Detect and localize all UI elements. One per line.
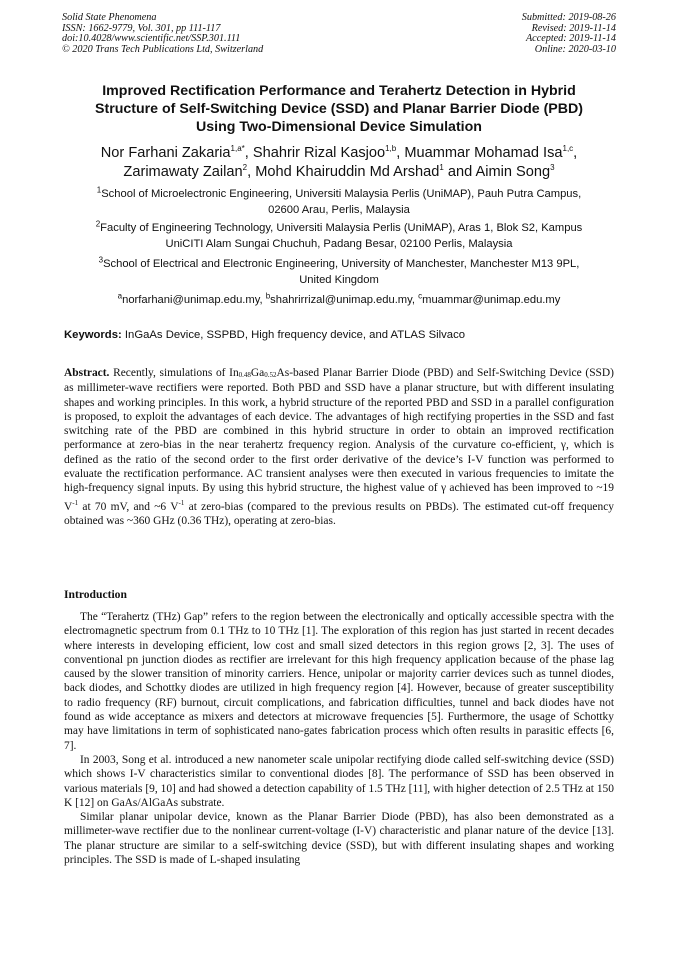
date-online: Online: 2020-03-10 bbox=[534, 43, 616, 55]
introduction-body bbox=[64, 610, 614, 867]
email-marker: c bbox=[418, 291, 423, 301]
author-separator: and bbox=[443, 164, 476, 180]
abstract-text: Ga bbox=[250, 367, 265, 379]
author-affiliation: 1,a* bbox=[230, 144, 245, 154]
paragraph: Similar planar unipolar device, known as the Planar Barrier Diode (PBD), has also been demonstrated as a millimeter-wave rectifier due to the nonlinear current-voltage (I-V) characteristic and planar nature of the device [13]. The planar structure are similar to a self-switching device (SSD), but with different insulating shapes and working principles. The SSD is made of L-shaped insulating bbox=[64, 811, 614, 867]
author-name: Aimin Song bbox=[475, 164, 551, 180]
affiliation-number: 2 bbox=[95, 219, 101, 229]
author-affiliation: 1,b bbox=[385, 144, 397, 154]
affiliation-2 bbox=[60, 221, 618, 252]
affiliation-3 bbox=[60, 257, 618, 288]
email-link[interactable]: shahrirrizal@unimap.edu.my bbox=[270, 294, 412, 306]
email-list: $^a$norfarhani@unimap.edu.my, $^b$shahrirrizal@unimap.edu.my, $^c$muammar@unimap.edu.my bbox=[117, 291, 561, 306]
author-affiliation: 1 bbox=[439, 163, 444, 173]
abstract-text: at 70 mV, and ~6 V bbox=[78, 500, 179, 513]
author-name: Shahrir Rizal Kasjoo bbox=[252, 145, 386, 161]
author-name: Zarimawaty Zailan bbox=[123, 164, 243, 180]
abstract-superscript: -1 bbox=[178, 498, 185, 507]
journal-issn: ISSN: 1662-9779, Vol. 301, pp 111-117 bbox=[62, 22, 221, 34]
title-line: Structure of Self-Switching Device (SSD) and Planar Barrier Diode (PBD) bbox=[95, 101, 583, 117]
abstract-subscript: 0.52 bbox=[264, 371, 277, 379]
affiliation-text: UniCITI Alam Sungai Chuchuh, Padang Besar, 02100 Perlis, Malaysia bbox=[165, 237, 513, 250]
author-separator: , bbox=[244, 145, 253, 161]
author-affiliation: 1,c bbox=[562, 144, 574, 154]
keywords-label: Keywords: bbox=[64, 329, 122, 341]
paragraph: The “Terahertz (THz) Gap” refers to the region between the electronically and optically accessible spectra with the electromagnetic spectrum from 0.1 THz to 10 THz [1]. The exploration of this region has just started in recent decades where interests in developing efficient, low cost and small sized detectors in this region grows [2, 3]. The uses of conventional pn junction diodes as rectifier are irrelevant for this high frequency application because of the phase lag caused by the slower transition of minority carriers. Hence, unipolar or majority carrier devices such as tunnel diodes, back diodes, and Schottky diodes are utilized in high frequency region [4]. However, because of greater susceptibility to radio frequency (RF) burnout, circuit complications, and fabrication difficulties, tunnel and back diodes have not found as wide acceptance as mixers and detectors at microwave frequencies [5]. Furthermore, the usage of Schottky may have limitations in term of sophisticated nano-gates fabrication process which often results in parasitic effects [6, 7]. bbox=[64, 611, 614, 752]
journal-copyright: © 2020 Trans Tech Publications Ltd, Switzerland bbox=[62, 43, 264, 55]
email-link[interactable]: muammar@unimap.edu.my bbox=[422, 294, 561, 306]
date-accepted: Accepted: 2019-11-14 bbox=[525, 33, 616, 45]
title-line: Improved Rectification Performance and Terahertz Detection in Hybrid bbox=[102, 83, 576, 99]
submission-dates bbox=[522, 13, 616, 55]
paper-title bbox=[40, 82, 638, 136]
author-separator: , bbox=[573, 145, 578, 161]
affiliation-1 bbox=[60, 187, 618, 218]
date-submitted: Submitted: 2019-08-26 bbox=[521, 12, 616, 23]
date-revised: Revised: 2019-11-14 bbox=[531, 22, 616, 34]
paragraph: In 2003, Song et al. introduced a new nanometer scale unipolar rectifying diode called self-switching device (SSD) which shows I-V characteristics similar to conventional diodes [8]. The performance of SSD has been observed in various materials [9, 10] and had showed a detection capability of 1.5 THz [11], with higher detection of 2.5 THz at 150 K [12] on GaAs/AlGaAs substrate. bbox=[64, 753, 614, 809]
keywords-text: InGaAs Device, SSPBD, High frequency device, and ATLAS Silvaco bbox=[124, 329, 466, 341]
abstract-text: at zero-bias (compared to the previous results on PBDs). The estimated cut-off frequency obtained was ~360 GHz (0.36 THz), operating at zero-bias. bbox=[64, 500, 614, 527]
abstract-subscript: 0.48 bbox=[238, 371, 251, 379]
section-heading-introduction: Introduction bbox=[64, 588, 127, 601]
author-separator: , bbox=[247, 164, 256, 180]
abstract-text: As-based Planar Barrier Diode (PBD) and Self-Switching Device (SSD) as millimeter-wave rectifiers were reported. Both PBD and SSD have a planar structure, but with different insulating shapes and working principles. In this work, a hybrid structure of the reported PBD and SSD in a parallel configuration is proposed, to exploit the advantages of each device. The advantages of high rectifying properties in the SSD and fast switching rate of the PBD are combined in this hybrid structure in order to obtain an improved rectification performance at zero-bias in the near terahertz frequency region. Analysis of the curvature co-efficient, γ, which is defined as the ratio of the second order to the first order derivative of the device’s I-V function was performed to evaluate the rectification performance. AC transient analyses were then executed in various frequencies to imitate the high-frequency signal inputs. By using this hybrid structure, the highest value of γ achieved has been improved to ~19 V bbox=[64, 367, 614, 513]
affiliation-text: 02600 Arau, Perlis, Malaysia bbox=[268, 203, 410, 216]
abstract-label: Abstract. bbox=[64, 367, 110, 379]
author-name: Muammar Mohamad Isa bbox=[404, 145, 563, 161]
affiliation-text: School of Microelectronic Engineering, Universiti Malaysia Perlis (UniMAP), Pauh Putra Campus, bbox=[101, 188, 582, 200]
email-marker: a bbox=[117, 291, 123, 301]
author-affiliation: 2 bbox=[242, 163, 248, 173]
affiliation-text: United Kingdom bbox=[299, 273, 379, 286]
keywords bbox=[64, 329, 465, 341]
author-list bbox=[40, 144, 638, 182]
author-line bbox=[40, 144, 638, 163]
abstract-text: Recently, simulations of In bbox=[113, 367, 239, 379]
journal-info bbox=[62, 13, 263, 55]
journal-name: Solid State Phenomena bbox=[62, 12, 157, 23]
affiliation-number: 3 bbox=[98, 255, 104, 265]
author-name: Nor Farhani Zakaria bbox=[100, 145, 231, 161]
affiliation-text: Faculty of Engineering Technology, Universiti Malaysia Perlis (UniMAP), Aras 1, Blok S2, Kampus bbox=[100, 222, 583, 234]
email-link[interactable]: norfarhani@unimap.edu.my bbox=[122, 294, 260, 306]
author-affiliation: 3 bbox=[550, 163, 555, 173]
affiliation-text: School of Electrical and Electronic Engineering, University of Manchester, Manchester M13 9PL, bbox=[103, 258, 580, 270]
author-separator: , bbox=[396, 145, 405, 161]
affiliation-number: 1 bbox=[96, 185, 102, 195]
abstract-superscript: -1 bbox=[72, 498, 79, 507]
email-marker: b bbox=[265, 291, 271, 301]
journal-doi[interactable]: doi:10.4028/www.scientific.net/SSP.301.111 bbox=[62, 33, 241, 45]
title-line: Using Two-Dimensional Device Simulation bbox=[196, 119, 482, 135]
abstract bbox=[64, 366, 614, 528]
author-name: Mohd Khairuddin Md Arshad bbox=[255, 164, 440, 180]
author-line bbox=[40, 163, 638, 182]
